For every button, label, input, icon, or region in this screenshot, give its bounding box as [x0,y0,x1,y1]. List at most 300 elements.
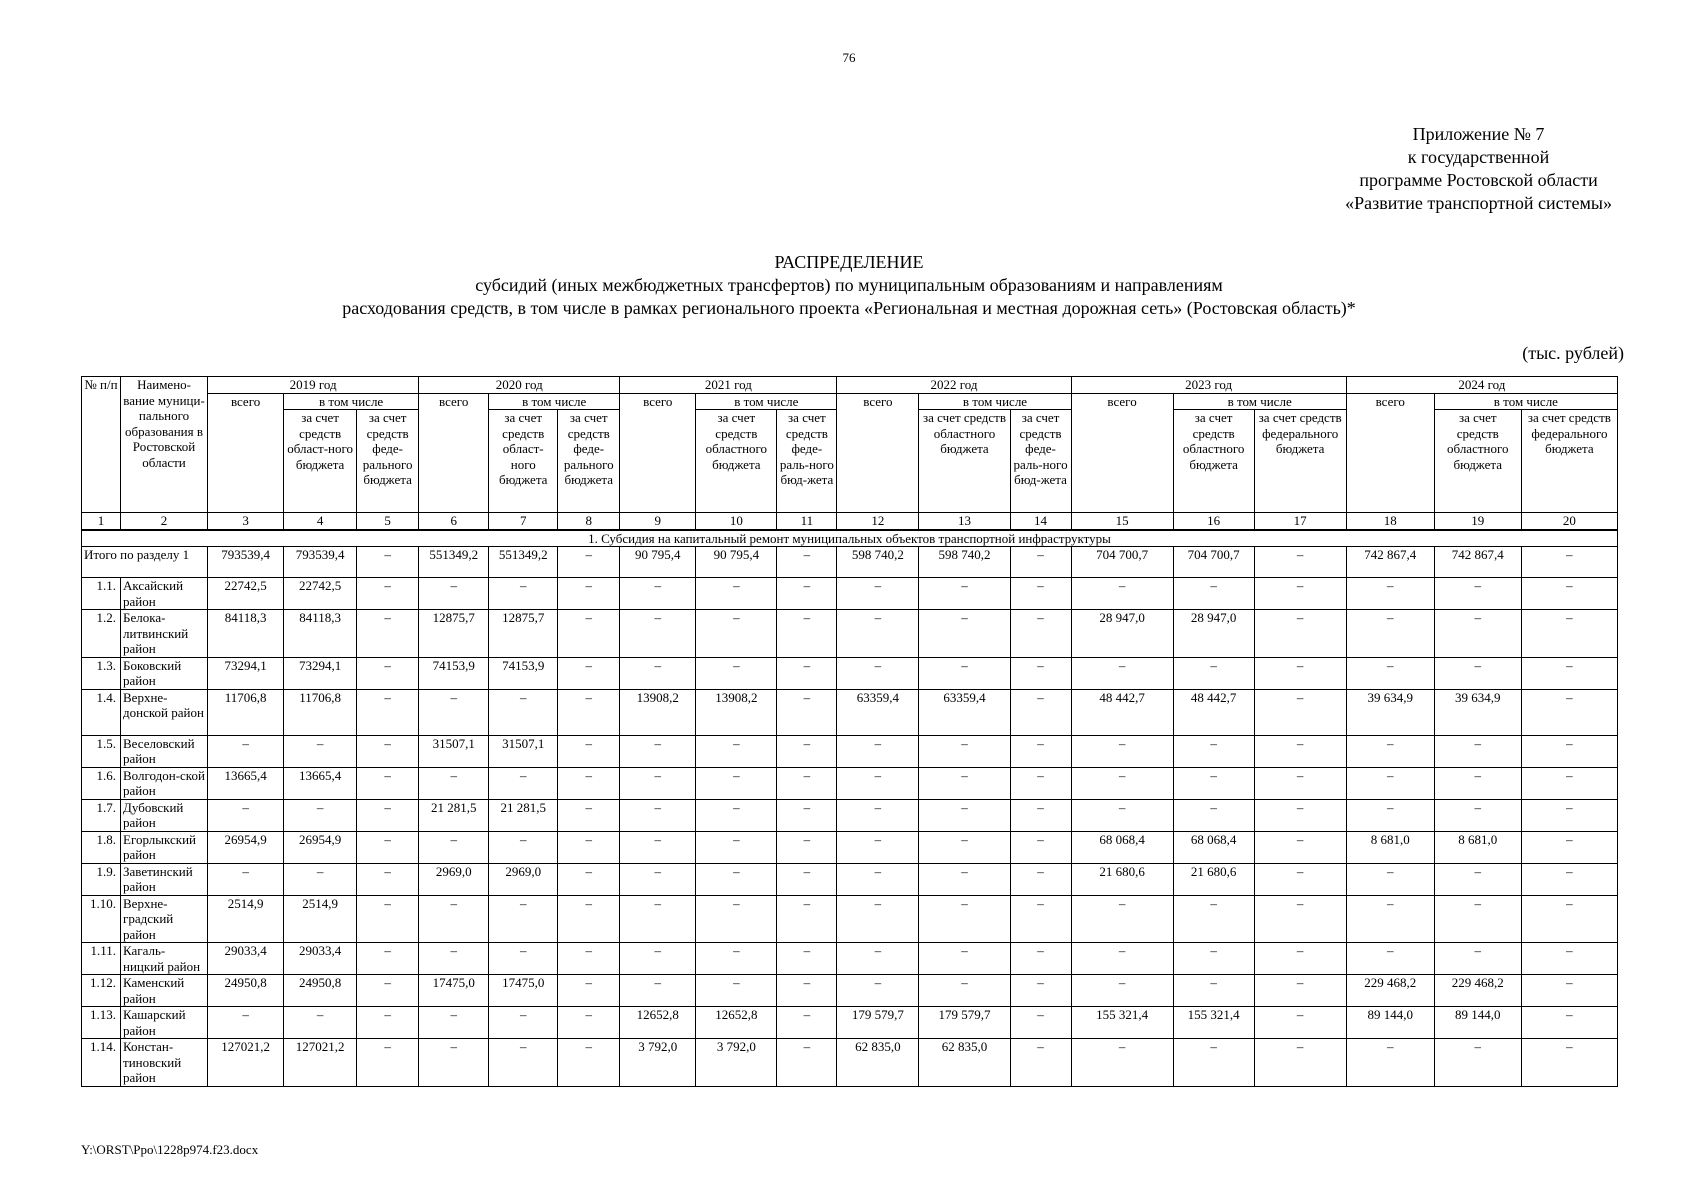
value-cell: 2514,9 [284,895,357,943]
value-cell: – [837,895,919,943]
value-cell: – [1173,657,1254,689]
value-cell: – [1346,610,1434,658]
column-number: 3 [208,513,284,530]
value-cell: – [284,1007,357,1039]
value-cell: – [919,610,1010,658]
value-cell: – [489,767,558,799]
value-cell: 155 321,4 [1071,1007,1173,1039]
value-cell: – [1010,610,1071,658]
column-number: 13 [919,513,1010,530]
value-cell: – [1010,578,1071,610]
value-cell: – [696,943,777,975]
value-cell: – [558,767,620,799]
value-cell: 63359,4 [919,689,1010,735]
appendix-line: Приложение № 7 [1412,124,1545,144]
value-cell: – [1521,547,1617,578]
value-cell: – [1010,735,1071,767]
header-total: всего [208,393,284,513]
value-cell: 127021,2 [208,1039,284,1087]
value-cell: – [357,689,419,735]
column-number: 15 [1071,513,1173,530]
value-cell: – [1254,689,1346,735]
header-row [82,377,1618,394]
value-cell: 704 700,7 [1071,547,1173,578]
value-cell: – [489,578,558,610]
value-cell: 74153,9 [489,657,558,689]
appendix-heading [1345,123,1612,215]
value-cell: 12652,8 [620,1007,696,1039]
row-number: 1.2. [82,610,121,658]
value-cell: – [558,735,620,767]
value-cell: – [1521,895,1617,943]
value-cell: – [919,578,1010,610]
header-year: 2021 год [620,377,837,394]
value-cell: – [777,735,837,767]
value-cell: – [1254,735,1346,767]
value-cell: 742 867,4 [1434,547,1521,578]
value-cell: 11706,8 [208,689,284,735]
value-cell: – [777,1039,837,1087]
value-cell: – [1173,799,1254,831]
column-number-row [82,513,1618,530]
value-cell: – [1346,767,1434,799]
table-row [82,799,1618,831]
value-cell: – [1254,1039,1346,1087]
row-number: 1.10. [82,895,121,943]
value-cell: 229 468,2 [1346,975,1434,1007]
value-cell: 31507,1 [419,735,489,767]
value-cell: 26954,9 [284,831,357,863]
value-cell: – [1521,831,1617,863]
header-row [82,393,1618,410]
value-cell: – [1346,735,1434,767]
value-cell: – [1434,799,1521,831]
value-cell: – [1254,863,1346,895]
value-cell: – [284,735,357,767]
value-cell: 793539,4 [208,547,284,578]
value-cell: – [919,863,1010,895]
municipality-name: Аксайский район [121,578,208,610]
value-cell: – [1346,863,1434,895]
header-federal-budget: за счет средств феде-рального бюджета [558,410,620,513]
column-number: 16 [1173,513,1254,530]
header-regional-budget: за счет средств област-ного бюджета [489,410,558,513]
value-cell: – [696,895,777,943]
value-cell: – [357,735,419,767]
value-cell: – [620,943,696,975]
section-row [82,530,1618,547]
value-cell: – [489,895,558,943]
value-cell: 3 792,0 [620,1039,696,1087]
table-body [82,530,1618,1087]
value-cell: – [696,767,777,799]
header-including: в том числе [1434,393,1617,410]
value-cell: – [1071,799,1173,831]
header-federal-budget: за счет средств федерального бюджета [1521,410,1617,513]
value-cell: – [1434,863,1521,895]
column-number: 8 [558,513,620,530]
value-cell: – [208,799,284,831]
value-cell: 90 795,4 [696,547,777,578]
value-cell: – [777,975,837,1007]
value-cell: 22742,5 [208,578,284,610]
value-cell: – [1521,767,1617,799]
value-cell: 24950,8 [208,975,284,1007]
header-regional-budget: за счет средств областного бюджета [1434,410,1521,513]
municipality-name: Констан-тиновский район [121,1039,208,1087]
value-cell: – [208,1007,284,1039]
value-cell: – [919,943,1010,975]
value-cell: 39 634,9 [1346,689,1434,735]
value-cell: – [620,863,696,895]
value-cell: – [558,610,620,658]
value-cell: – [357,547,419,578]
value-cell: – [558,799,620,831]
value-cell: – [919,895,1010,943]
title-main: РАСПРЕДЕЛЕНИЕ [774,252,924,272]
municipality-name: Верхне-донской район [121,689,208,735]
value-cell: 11706,8 [284,689,357,735]
value-cell: – [837,610,919,658]
value-cell: – [1521,735,1617,767]
row-number: 1.9. [82,863,121,895]
header-including: в том числе [284,393,419,410]
value-cell: 13665,4 [284,767,357,799]
value-cell: – [208,735,284,767]
value-cell: – [419,767,489,799]
municipality-name: Каменский район [121,975,208,1007]
value-cell: – [696,657,777,689]
value-cell: – [1010,547,1071,578]
value-cell: – [357,863,419,895]
value-cell: – [919,767,1010,799]
row-number: 1.6. [82,767,121,799]
header-total: всего [620,393,696,513]
table-row [82,767,1618,799]
value-cell: – [837,578,919,610]
header-municipality: Наимено-вание муници-пального образования в Ростовской области [121,377,208,513]
value-cell: – [777,831,837,863]
value-cell: – [1434,657,1521,689]
value-cell: – [777,610,837,658]
value-cell: – [1346,943,1434,975]
value-cell: 598 740,2 [919,547,1010,578]
value-cell: 13908,2 [696,689,777,735]
value-cell: 21 281,5 [489,799,558,831]
value-cell: – [558,863,620,895]
value-cell: – [1010,689,1071,735]
value-cell: – [919,975,1010,1007]
value-cell: – [620,610,696,658]
municipality-name: Заветинский район [121,863,208,895]
row-number: 1.3. [82,657,121,689]
column-number: 1 [82,513,121,530]
value-cell: 229 468,2 [1434,975,1521,1007]
value-cell: – [620,767,696,799]
municipality-name: Кашарский район [121,1007,208,1039]
value-cell: – [489,689,558,735]
distribution-table-container [81,376,1618,1087]
value-cell: – [419,689,489,735]
appendix-line: «Развитие транспортной системы» [1345,193,1612,213]
municipality-name: Егорлыкский район [121,831,208,863]
value-cell: – [620,831,696,863]
value-cell: – [1254,657,1346,689]
value-cell: – [777,1007,837,1039]
value-cell: 2514,9 [208,895,284,943]
value-cell: – [1521,799,1617,831]
value-cell: – [489,943,558,975]
value-cell: – [357,1039,419,1087]
value-cell: – [1434,735,1521,767]
value-cell: – [1010,1007,1071,1039]
column-number: 14 [1010,513,1071,530]
value-cell: – [357,895,419,943]
header-federal-budget: за счет средств феде-рального бюджета [357,410,419,513]
value-cell: – [1173,1039,1254,1087]
page-number: 76 [842,50,856,65]
value-cell: – [1434,578,1521,610]
value-cell: – [419,895,489,943]
column-number: 17 [1254,513,1346,530]
value-cell: – [1434,943,1521,975]
table-row [82,895,1618,943]
value-cell: 90 795,4 [620,547,696,578]
value-cell: – [1521,1007,1617,1039]
value-cell: – [837,735,919,767]
value-cell: – [1521,610,1617,658]
header-regional-budget: за счет средств областного бюджета [919,410,1010,513]
row-number: 1.7. [82,799,121,831]
header-year: 2024 год [1346,377,1617,394]
value-cell: – [1346,657,1434,689]
value-cell: – [1254,767,1346,799]
value-cell: 8 681,0 [1346,831,1434,863]
value-cell: – [837,799,919,831]
value-cell: – [1254,831,1346,863]
value-cell: – [419,1039,489,1087]
value-cell: – [777,799,837,831]
value-cell: – [696,863,777,895]
value-cell: – [777,895,837,943]
value-cell: – [1071,943,1173,975]
value-cell: – [1071,735,1173,767]
value-cell: 704 700,7 [1173,547,1254,578]
header-regional-budget: за счет средств област-ного бюджета [284,410,357,513]
value-cell: – [1173,895,1254,943]
value-cell: – [1010,895,1071,943]
value-cell: – [919,799,1010,831]
value-cell: – [357,578,419,610]
header-including: в том числе [1173,393,1346,410]
value-cell: – [919,831,1010,863]
column-number: 7 [489,513,558,530]
header-including: в том числе [489,393,620,410]
column-number: 9 [620,513,696,530]
table-row [82,831,1618,863]
column-number: 4 [284,513,357,530]
value-cell: – [620,799,696,831]
value-cell: – [208,863,284,895]
municipality-name: Волгодон-ской район [121,767,208,799]
column-number: 18 [1346,513,1434,530]
header-federal-budget: за счет средств федерального бюджета [1254,410,1346,513]
header-year: 2019 год [208,377,419,394]
value-cell: – [1071,895,1173,943]
value-cell: – [558,943,620,975]
value-cell: – [1434,610,1521,658]
value-cell: 793539,4 [284,547,357,578]
value-cell: – [1254,975,1346,1007]
value-cell: 598 740,2 [837,547,919,578]
value-cell: – [1173,767,1254,799]
value-cell: – [1521,943,1617,975]
municipality-name: Кагаль-ницкий район [121,943,208,975]
value-cell: 24950,8 [284,975,357,1007]
value-cell: 29033,4 [208,943,284,975]
header-year: 2020 год [419,377,620,394]
value-cell: – [1173,578,1254,610]
row-number: 1.11. [82,943,121,975]
value-cell: 68 068,4 [1173,831,1254,863]
value-cell: – [777,767,837,799]
distribution-table [81,376,1618,1087]
value-cell: 155 321,4 [1173,1007,1254,1039]
value-cell: 73294,1 [208,657,284,689]
value-cell: – [558,1039,620,1087]
value-cell: – [558,895,620,943]
value-cell: 127021,2 [284,1039,357,1087]
value-cell: 3 792,0 [696,1039,777,1087]
value-cell: – [1010,657,1071,689]
header-total: всего [1346,393,1434,513]
value-cell: 17475,0 [489,975,558,1007]
value-cell: – [777,689,837,735]
value-cell: – [777,943,837,975]
value-cell: – [1521,689,1617,735]
table-row [82,610,1618,658]
value-cell: – [419,578,489,610]
value-cell: 2969,0 [489,863,558,895]
value-cell: 74153,9 [419,657,489,689]
footer-file-path: Y:\ORST\Ppo\1228p974.f23.docx [81,1142,259,1157]
value-cell: – [620,895,696,943]
value-cell: – [1071,1039,1173,1087]
municipality-name: Дубовский район [121,799,208,831]
value-cell: – [1010,799,1071,831]
value-cell: – [1010,767,1071,799]
table-row [82,578,1618,610]
value-cell: – [357,610,419,658]
header-federal-budget: за счет средств феде-раль-ного бюд-жета [777,410,837,513]
value-cell: 21 680,6 [1071,863,1173,895]
value-cell: – [620,578,696,610]
value-cell: – [1254,578,1346,610]
column-number: 2 [121,513,208,530]
value-cell: 62 835,0 [919,1039,1010,1087]
value-cell: – [1346,1039,1434,1087]
value-cell: – [558,578,620,610]
value-cell: 89 144,0 [1346,1007,1434,1039]
column-number: 5 [357,513,419,530]
value-cell: – [1434,895,1521,943]
column-number: 10 [696,513,777,530]
value-cell: – [777,547,837,578]
value-cell: – [1521,657,1617,689]
table-header [82,377,1618,530]
column-number: 12 [837,513,919,530]
value-cell: – [558,689,620,735]
value-cell: – [1071,767,1173,799]
column-number: 11 [777,513,837,530]
value-cell: – [696,610,777,658]
value-cell: 63359,4 [837,689,919,735]
value-cell: 13908,2 [620,689,696,735]
table-row [82,735,1618,767]
value-cell: – [1010,863,1071,895]
header-total: всего [1071,393,1173,513]
value-cell: – [558,975,620,1007]
value-cell: 17475,0 [419,975,489,1007]
value-cell: 89 144,0 [1434,1007,1521,1039]
value-cell: – [357,657,419,689]
column-number: 6 [419,513,489,530]
value-cell: – [1010,943,1071,975]
value-cell: 62 835,0 [837,1039,919,1087]
value-cell: 68 068,4 [1071,831,1173,863]
row-number: 1.14. [82,1039,121,1087]
value-cell: – [696,799,777,831]
value-cell: 179 579,7 [919,1007,1010,1039]
municipality-name: Верхне-градский район [121,895,208,943]
value-cell: – [1434,1039,1521,1087]
column-number: 19 [1434,513,1521,530]
value-cell: – [1254,799,1346,831]
value-cell: – [284,863,357,895]
value-cell: 39 634,9 [1434,689,1521,735]
row-number: 1.12. [82,975,121,1007]
value-cell: – [837,863,919,895]
header-federal-budget: за счет средств феде-раль-ного бюд-жета [1010,410,1071,513]
value-cell: – [1254,547,1346,578]
municipality-name: Веселовский район [121,735,208,767]
value-cell: – [489,1007,558,1039]
value-cell: – [1254,1007,1346,1039]
value-cell: 12875,7 [419,610,489,658]
value-cell: – [919,657,1010,689]
value-cell: 551349,2 [419,547,489,578]
value-cell: 21 281,5 [419,799,489,831]
value-cell: – [696,975,777,1007]
value-cell: 84118,3 [208,610,284,658]
value-cell: 2969,0 [419,863,489,895]
header-including: в том числе [696,393,837,410]
value-cell: 13665,4 [208,767,284,799]
header-regional-budget: за счет средств областного бюджета [696,410,777,513]
value-cell: – [558,547,620,578]
title-line: субсидий (иных межбюджетных трансфертов) по муниципальным образованиям и направлениям [475,275,1223,295]
value-cell: – [696,578,777,610]
value-cell: 48 442,7 [1173,689,1254,735]
table-row [82,547,1618,578]
value-cell: – [1071,657,1173,689]
value-cell: – [558,831,620,863]
value-cell: 28 947,0 [1071,610,1173,658]
value-cell: – [1254,943,1346,975]
value-cell: – [1346,799,1434,831]
value-cell: – [620,657,696,689]
value-cell: – [1173,975,1254,1007]
